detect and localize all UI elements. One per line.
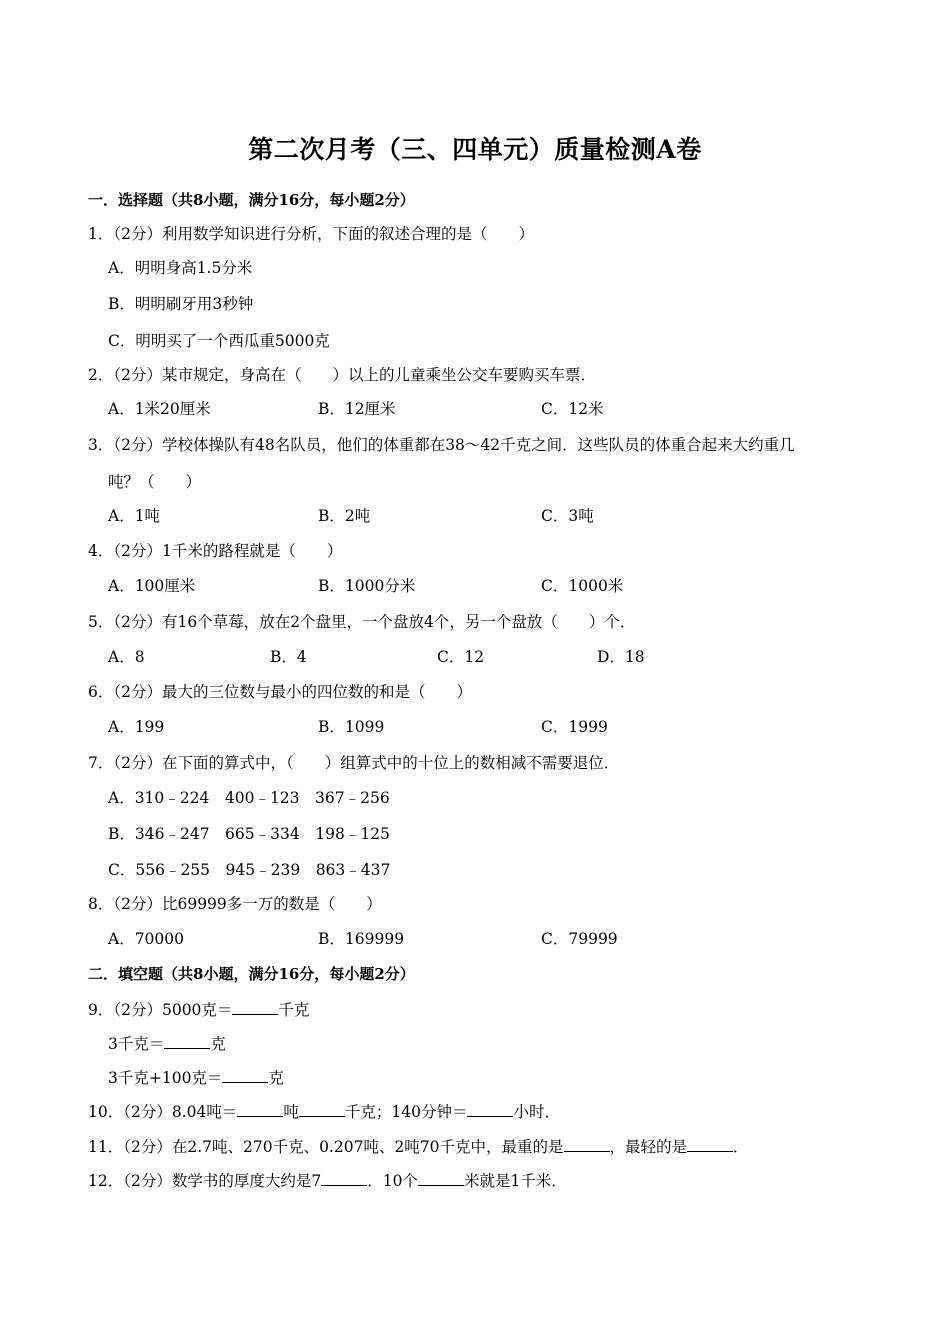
answer-blank[interactable] [222, 1067, 268, 1083]
question-10 [88, 1101, 560, 1122]
question-9-line-2 [108, 1033, 226, 1054]
question-6: 6．（2分）最大的三位数与最小的四位数的和是（ ） [88, 683, 472, 701]
answer-blank[interactable] [687, 1136, 733, 1152]
q4-option-c: C．1000米 [541, 577, 624, 595]
q11-part-3: ． [733, 1138, 749, 1156]
question-5: 5．（2分）有16个草莓，放在2个盘里，一个盘放4个，另一个盘放（ ）个． [88, 613, 636, 631]
q6-option-a: A．199 [108, 718, 165, 736]
q10-part-3: 千克；140分钟＝ [344, 1103, 468, 1121]
q3-option-b: B．2吨 [318, 507, 371, 525]
answer-blank[interactable] [232, 999, 278, 1015]
q8-option-c: C．79999 [541, 930, 618, 948]
q1-option-c: C．明明买了一个西瓜重5000克 [108, 332, 330, 350]
q3-option-c: C．3吨 [541, 507, 594, 525]
q9-line3-suffix: 克 [268, 1069, 284, 1087]
q8-option-b: B．169999 [318, 930, 405, 948]
question-12 [88, 1170, 567, 1191]
q1-option-a: A．明明身高1.5分米 [108, 259, 253, 277]
q4-option-b: B．1000分米 [318, 577, 416, 595]
question-4: 4．（2分）1千米的路程就是（ ） [88, 542, 343, 560]
q2-option-b: B．12厘米 [318, 400, 396, 418]
q5-option-a: A．8 [108, 648, 145, 666]
q5-option-c: C．12 [437, 648, 485, 666]
question-9 [88, 999, 309, 1020]
answer-blank[interactable] [164, 1033, 210, 1049]
q4-option-a: A．100厘米 [108, 577, 196, 595]
q7-option-b: B．346﹣247 665﹣334 198﹣125 [108, 825, 390, 843]
q6-option-b: B．1099 [318, 718, 385, 736]
question-1: 1．（2分）利用数学知识进行分析，下面的叙述合理的是（ ） [88, 225, 534, 243]
answer-blank[interactable] [321, 1170, 367, 1186]
question-3-continued: 吨？（ ） [108, 473, 202, 491]
q10-part-4: 小时． [513, 1103, 560, 1121]
q12-part-3: 米就是1千米． [463, 1172, 567, 1190]
answer-blank[interactable] [467, 1101, 513, 1117]
q9-line3-prefix: 3千克+100克＝ [108, 1069, 223, 1087]
q11-part-1: 11．（2分）在2.7吨、270千克、0.207吨、2吨70千克中，最重的是 [88, 1138, 564, 1156]
q2-option-c: C．12米 [541, 400, 604, 418]
page-title: 第二次月考（三、四单元）质量检测A卷 [248, 135, 702, 164]
q9-line1-suffix: 千克 [278, 1001, 310, 1019]
q3-option-a: A．1吨 [108, 507, 161, 525]
section-heading-multiple-choice: 一．选择题（共8小题，满分16分，每小题2分） [88, 191, 415, 209]
q11-part-2: ，最轻的是 [609, 1138, 688, 1156]
q9-line1-prefix: 9．（2分）5000克＝ [88, 1001, 233, 1019]
q1-option-b: B．明明刷牙用3秒钟 [108, 295, 254, 313]
answer-blank[interactable] [418, 1170, 464, 1186]
question-8: 8．（2分）比69999多一万的数是（ ） [88, 895, 382, 913]
q7-option-a: A．310﹣224 400﹣123 367﹣256 [108, 789, 390, 807]
answer-blank[interactable] [564, 1136, 610, 1152]
answer-blank[interactable] [237, 1101, 283, 1117]
question-9-line-3 [108, 1067, 284, 1088]
q10-part-2: 吨 [283, 1103, 299, 1121]
question-2: 2．（2分）某市规定，身高在（ ）以上的儿童乘坐公交车要购买车票． [88, 366, 596, 384]
q6-option-c: C．1999 [541, 718, 608, 736]
section-heading-fill-in: 二．填空题（共8小题，满分16分，每小题2分） [88, 965, 415, 983]
answer-blank[interactable] [299, 1101, 345, 1117]
q9-line2-suffix: 克 [210, 1035, 226, 1053]
q5-option-b: B．4 [270, 648, 307, 666]
q10-part-1: 10．（2分）8.04吨＝ [88, 1103, 238, 1121]
question-3: 3．（2分）学校体操队有48名队员，他们的体重都在38～42千克之间．这些队员的体重合起来大约重几 [88, 436, 795, 454]
question-7: 7．（2分）在下面的算式中，（ ）组算式中的十位上的数相减不需要退位． [88, 754, 620, 772]
q8-option-a: A．70000 [108, 930, 185, 948]
question-11 [88, 1136, 749, 1157]
q2-option-a: A．1米20厘米 [108, 400, 211, 418]
q9-line2-prefix: 3千克＝ [108, 1035, 165, 1053]
q12-part-2: ．10个 [367, 1172, 418, 1190]
q7-option-c: C．556﹣255 945﹣239 863﹣437 [108, 861, 391, 879]
q5-option-d: D．18 [597, 648, 645, 666]
q12-part-1: 12．（2分）数学书的厚度大约是7 [88, 1172, 322, 1190]
